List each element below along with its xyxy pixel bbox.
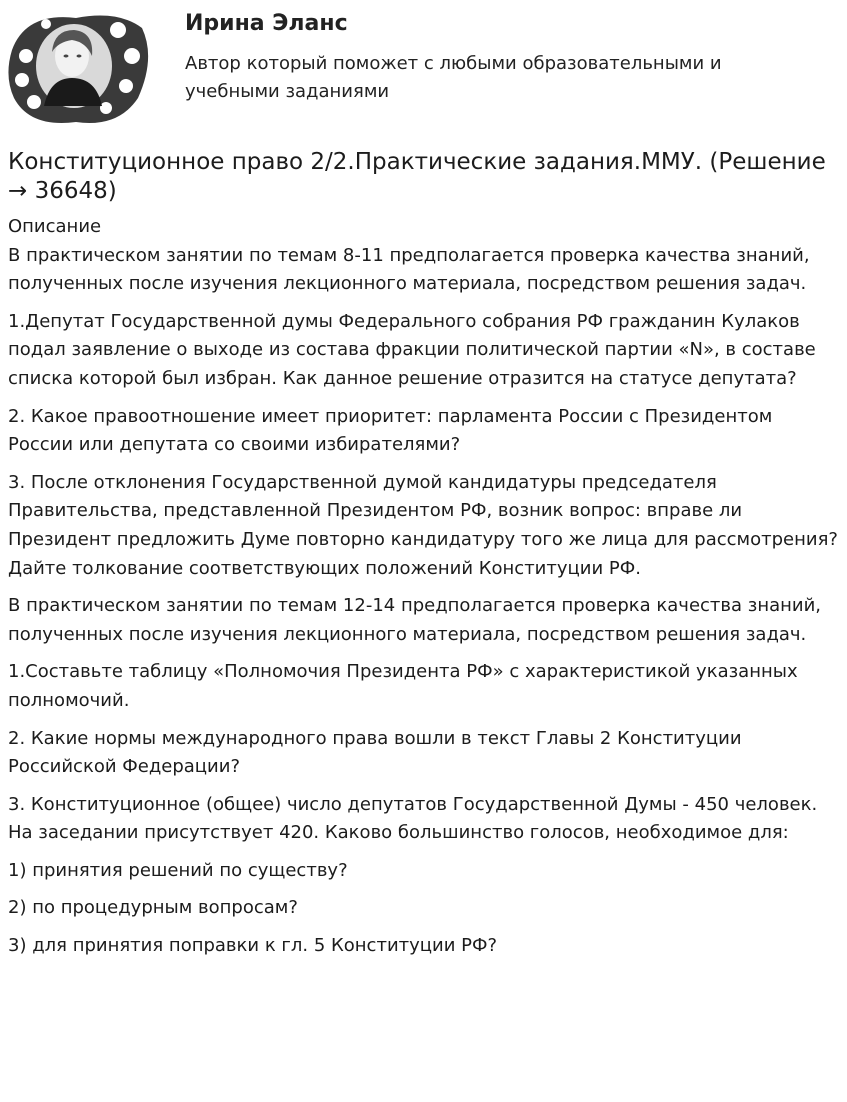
paragraph: 2. Какое правоотношение имеет приоритет: парламента России с Президентом России или депутата со своими избирателями? xyxy=(8,405,773,456)
paragraph: 2. Какие нормы международного права вошли в текст Главы 2 Конституции Российской Федерации? xyxy=(8,727,742,778)
document-body xyxy=(0,148,847,961)
paragraph: 1) принятия решений по существу? xyxy=(8,859,348,881)
paragraph: 3. Конституционное (общее) число депутатов Государственной Думы - 450 человек. На заседании присутствует 420. Каково большинство голосов, необходимое для: xyxy=(8,793,818,844)
paragraph: 3) для принятия поправки к гл. 5 Конституции РФ? xyxy=(8,935,498,957)
author-header xyxy=(0,0,847,140)
author-name: Ирина Эланс xyxy=(185,11,348,36)
document-title: Конституционное право 2/2.Практические задания.ММУ. (Решение → 36648) xyxy=(8,149,826,204)
author-description: Автор который поможет с любыми образовательными и учебными заданиями xyxy=(185,53,722,102)
paragraph: 1.Составьте таблицу «Полномочия Президента РФ» с характеристикой указанных полномочий. xyxy=(8,661,798,711)
paragraph: В практическом занятии по темам 12-14 предполагается проверка качества знаний, полученных после изучения лекционного материала, посредством решения задач. xyxy=(8,595,822,645)
author-avatar xyxy=(6,6,152,128)
paragraph: 1.Депутат Государственной думы Федерального собрания РФ гражданин Кулаков подал заявление о выходе из состава фракции политической партии «N», в составе списка которой был избран. Как данное решение отразится на статусе депутата? xyxy=(8,310,816,389)
description-label: Описание xyxy=(8,216,102,237)
paragraph: 2) по процедурным вопросам? xyxy=(8,897,298,919)
paragraph: В практическом занятии по темам 8-11 предполагается проверка качества знаний, полученных после изучения лекционного материала, посредством решения задач. xyxy=(8,244,810,295)
paragraph: 3. После отклонения Государственной думой кандидатуры председателя Правительства, представленной Президентом РФ, возник вопрос: вправе ли Президент предложить Думе повторно кандидатуру того же лица для рассмотрения? Дайте толкование соответствующих положений Конституции РФ. xyxy=(8,471,838,579)
